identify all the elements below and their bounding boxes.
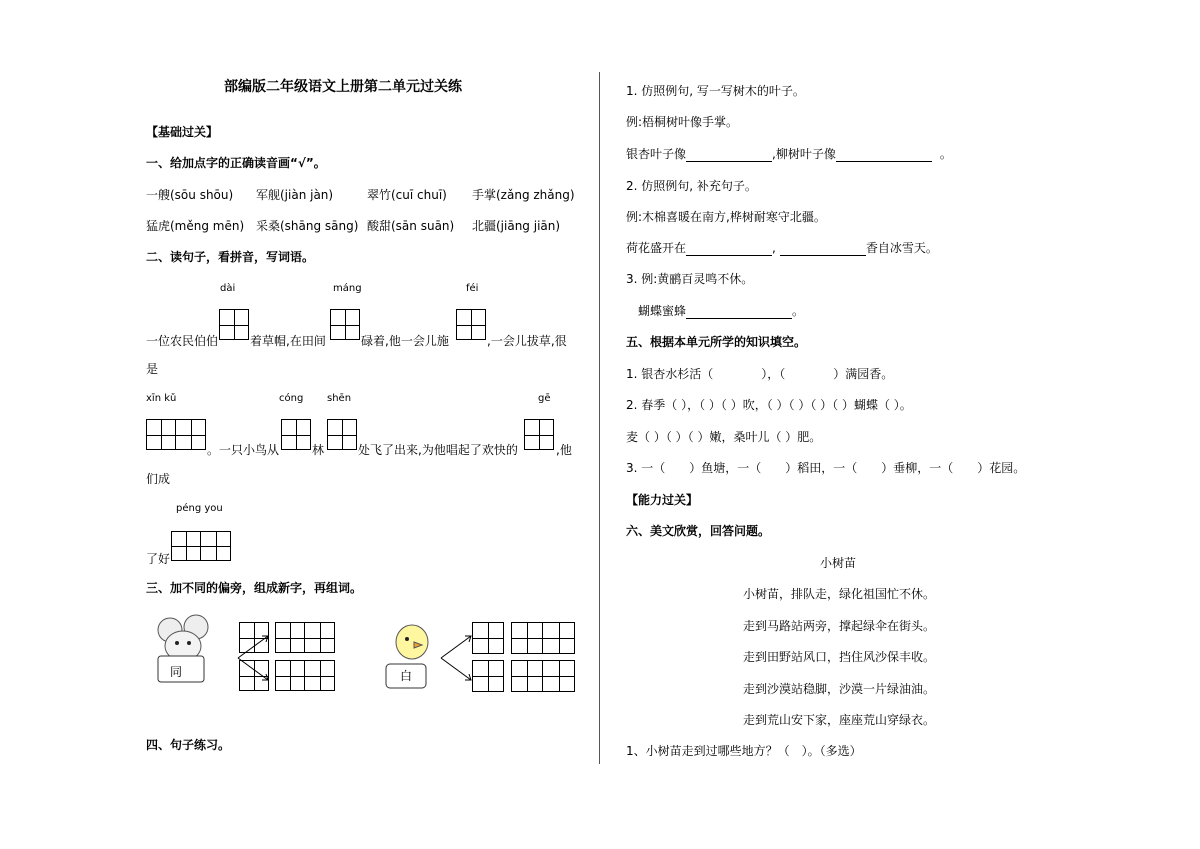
q2-text: 们成 [146, 472, 171, 486]
r1-text: ,柳树叶子像 [772, 147, 836, 161]
q6-sub-1: 1、小树苗走到过哪些地方？（ ）。（多选） [626, 744, 862, 758]
q1-heading: 一、给加点字的正确读音画“√”。 [146, 156, 326, 170]
arrow-icon [439, 628, 475, 688]
writing-grid[interactable] [511, 622, 575, 654]
q2-text: 一位农民伯伯 [146, 334, 219, 348]
writing-grid[interactable] [330, 309, 360, 340]
q2-text: 了好 [146, 552, 171, 566]
r1-text: 银杏叶子像 [626, 147, 687, 161]
column-divider [599, 72, 600, 764]
writing-grid[interactable] [511, 660, 575, 692]
q2-heading: 二、读句子，看拼音，写词语。 [146, 250, 315, 264]
pinyin: gē [538, 393, 551, 404]
r2-line [626, 239, 938, 256]
q2-text: 处飞了出来,为他唱起了欢快的 [358, 443, 518, 457]
q2-text: 碌着,他一会儿施 [361, 334, 449, 348]
r1-line [626, 145, 952, 162]
chick-icon [384, 612, 444, 692]
answer-blank[interactable] [686, 255, 772, 256]
pinyin: cóng [279, 393, 304, 404]
poem-title: 小树苗 [820, 556, 857, 570]
pinyin: féi [466, 283, 479, 294]
r3-question: 3. 例:黄鹂百灵鸣不休。 [626, 272, 754, 286]
poem-line: 走到荒山安下家，座座荒山穿绿衣。 [743, 713, 936, 727]
writing-grid[interactable] [171, 531, 231, 561]
q1-item: 翠竹(cuī chuī) [367, 188, 447, 202]
q3-heading: 三、加不同的偏旁，组成新字，再组词。 [146, 581, 363, 595]
pinyin: shēn [327, 393, 352, 404]
radical-char-2: 白 [400, 669, 413, 683]
answer-blank[interactable] [780, 255, 866, 256]
q1-item: 酸甜(sān suān) [367, 219, 455, 233]
writing-grid[interactable] [146, 419, 206, 450]
q1-item: 一艘(sōu shōu) [146, 188, 234, 202]
pinyin: dài [220, 283, 236, 294]
r2-text: 荷花盛开在 [626, 241, 687, 255]
q5-item: 1. 银杏水杉活（ ），（ ）满园香。 [626, 367, 894, 381]
q5-item: 3. 一（ ）鱼塘，一（ ）稻田，一（ ）垂柳，一（ ）花园。 [626, 461, 1026, 475]
q5-heading: 五、根据本单元所学的知识填空。 [626, 335, 807, 349]
poem-line: 走到沙漠站稳脚，沙漠一片绿油油。 [743, 682, 936, 696]
page-title: 部编版二年级语文上册第二单元过关练 [224, 79, 462, 95]
poem-line: 小树苗，排队走，绿化祖国忙不休。 [743, 587, 936, 601]
q4-heading: 四、句子练习。 [146, 738, 231, 752]
q1-item: 猛虎(měng mēn) [146, 219, 245, 233]
writing-grid[interactable] [472, 622, 504, 654]
r1-text: 。 [939, 147, 952, 161]
pinyin: máng [333, 283, 362, 294]
q1-item: 采桑(shāng sāng) [256, 219, 359, 233]
q5-item: 麦（ ）（ ）（ ）嫩，桑叶儿（ ）肥。 [626, 430, 822, 444]
q2-text: 。一只小鸟从 [207, 443, 280, 457]
q2-text: ,一会儿拔草,很 [487, 334, 567, 348]
writing-grid[interactable] [275, 660, 335, 691]
pinyin: péng you [176, 503, 223, 514]
poem-line: 走到田野站风口，挡住风沙保丰收。 [743, 650, 936, 664]
r3-text: 蝴蝶蜜蜂 [638, 304, 687, 318]
q1-item: 手掌(zǎng zhǎng) [472, 188, 575, 202]
writing-grid[interactable] [239, 660, 269, 691]
pinyin: xīn kǔ [146, 393, 177, 404]
q5-item: 2. 春季（ ），（ ）（ ）吹，（ ）（ ）（ ）（ ）蝴蝶（ ）。 [626, 398, 912, 412]
poem-line: 走到马路站两旁，撑起绿伞在街头。 [743, 619, 936, 633]
writing-grid[interactable] [456, 309, 486, 340]
r2-text: , [772, 241, 776, 255]
r3-line [638, 302, 804, 319]
answer-blank[interactable] [686, 318, 792, 319]
r1-question: 1. 仿照例句, 写一写树木的叶子。 [626, 84, 805, 98]
answer-blank[interactable] [686, 161, 772, 162]
q1-item: 北疆(jiāng jiān) [472, 219, 561, 233]
r2-example: 例:木棉喜暖在南方,桦树耐寒守北疆。 [626, 210, 826, 224]
r2-question: 2. 仿照例句, 补充句子。 [626, 179, 757, 193]
r1-example: 例:梧桐树叶像手掌。 [626, 115, 739, 129]
writing-grid[interactable] [327, 419, 357, 450]
r3-text: 。 [792, 304, 805, 318]
mouse-icon [152, 612, 232, 692]
section-basic: 【基础过关】 [146, 125, 219, 139]
q2-text: ,他 [556, 443, 572, 457]
q1-item: 军舰(jiàn jàn) [256, 188, 334, 202]
q2-text: 是 [146, 362, 159, 376]
answer-blank[interactable] [836, 161, 932, 162]
r2-text: 香自冰雪天。 [865, 241, 938, 255]
writing-grid[interactable] [275, 622, 335, 653]
writing-grid[interactable] [472, 660, 504, 692]
q2-text: 林 [312, 443, 325, 457]
q6-heading: 六、美文欣赏，回答问题。 [626, 524, 771, 538]
radical-char-1: 同 [170, 665, 183, 679]
writing-grid[interactable] [219, 309, 249, 340]
section-ability: 【能力过关】 [626, 493, 699, 507]
writing-grid[interactable] [281, 419, 311, 450]
writing-grid[interactable] [524, 419, 554, 450]
q2-text: 着草帽,在田间 [250, 334, 326, 348]
writing-grid[interactable] [239, 622, 269, 653]
